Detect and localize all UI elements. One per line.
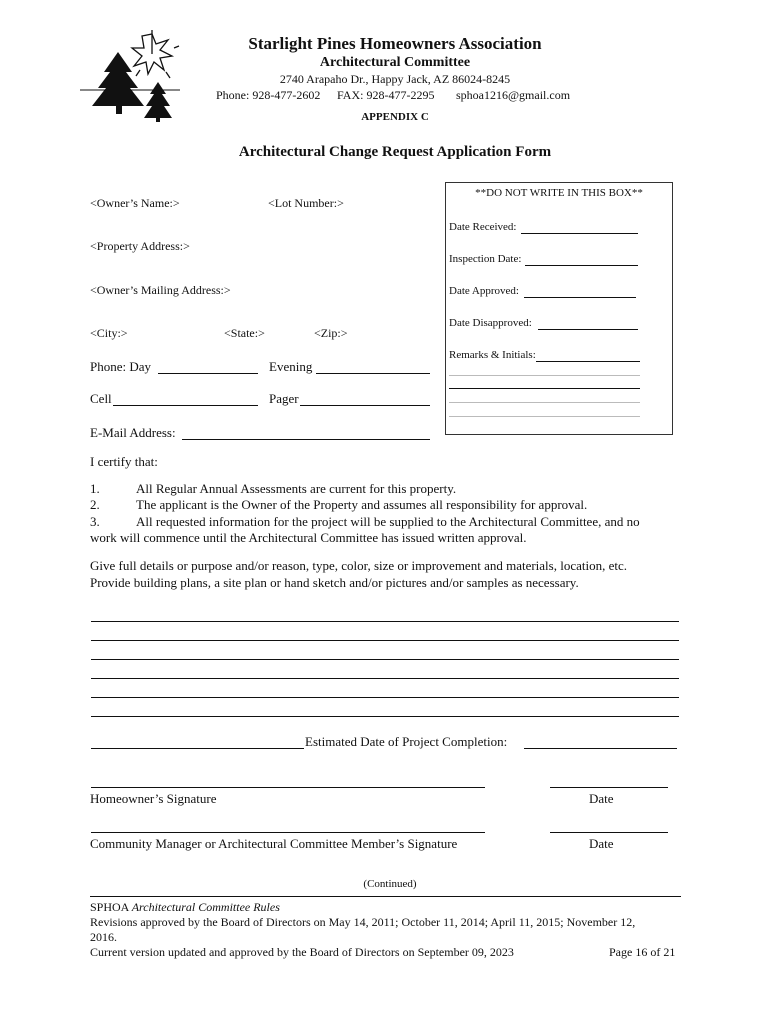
pager-label: Pager xyxy=(269,391,299,406)
completion-label: Estimated Date of Project Completion: xyxy=(305,734,508,749)
pager-input[interactable] xyxy=(300,405,430,406)
certify-item-text-1: All Regular Annual Assessments are current for this property. xyxy=(136,481,457,496)
committee-name: Architectural Committee xyxy=(319,55,471,70)
homeowner-signature-label: Homeowner’s Signature xyxy=(90,791,217,806)
continued-label: (Continued) xyxy=(363,878,417,890)
project-description-input[interactable] xyxy=(91,748,304,749)
owner-name-field[interactable]: <Owner’s Name:> xyxy=(90,196,180,210)
email-label: E-Mail Address: xyxy=(90,425,176,440)
certify-item-num-1: 1. xyxy=(90,481,100,496)
footer-revisions-cont: 2016. xyxy=(90,930,117,944)
certify-item-text-3: All requested information for the project will be supplied to the Architectural Committee, and no xyxy=(136,514,640,529)
evening-phone-input[interactable] xyxy=(316,373,430,374)
date-disapproved-label: Date Disapproved: xyxy=(449,317,532,329)
homeowner-signature-input[interactable] xyxy=(91,787,485,788)
manager-date-input[interactable] xyxy=(550,832,668,833)
cell-label: Cell xyxy=(90,391,112,406)
office-use-box xyxy=(445,182,673,435)
cell-input[interactable] xyxy=(113,405,258,406)
property-address-field[interactable]: <Property Address:> xyxy=(90,239,190,253)
evening-label: Evening xyxy=(269,359,313,374)
manager-signature-input[interactable] xyxy=(91,832,485,833)
completion-date-input[interactable] xyxy=(524,748,677,749)
mailing-address-field[interactable]: <Owner’s Mailing Address:> xyxy=(90,283,231,297)
manager-date-label: Date xyxy=(589,836,614,851)
phone-day-label: Phone: Day xyxy=(90,359,152,374)
details-line-5[interactable] xyxy=(91,697,679,698)
certify-item-text-2: The applicant is the Owner of the Property and assumes all responsibility for approval. xyxy=(136,497,588,512)
state-field[interactable]: <State:> xyxy=(224,326,265,340)
certify-item-num-3: 3. xyxy=(90,514,100,529)
lot-number-field[interactable]: <Lot Number:> xyxy=(268,196,344,210)
footer-rules-title: Architectural Committee Rules xyxy=(131,900,280,914)
remarks-input-5[interactable] xyxy=(449,416,640,417)
certify-item-num-2: 2. xyxy=(90,497,100,512)
homeowner-date-input[interactable] xyxy=(550,787,668,788)
star-icon xyxy=(132,30,179,78)
footer-current-version: Current version updated and approved by the Board of Directors on September 09, 2023 xyxy=(90,945,514,959)
date-disapproved-input[interactable] xyxy=(538,329,638,330)
remarks-input-3[interactable] xyxy=(449,388,640,389)
remarks-input-2[interactable] xyxy=(449,375,640,376)
footer-revisions: Revisions approved by the Board of Directors on May 14, 2011; October 11, 2014; April 11, 2015; November 12, xyxy=(90,915,636,929)
hoa-fax: FAX: 928-477-2295 xyxy=(337,88,435,102)
footer-divider xyxy=(90,896,681,897)
details-line-2[interactable] xyxy=(91,640,679,641)
zip-field[interactable]: <Zip:> xyxy=(314,326,348,340)
certify-item-text-3-cont: work will commence until the Architectural Committee has issued written approval. xyxy=(90,530,527,545)
certify-intro: I certify that: xyxy=(90,454,158,469)
hoa-address: 2740 Arapaho Dr., Happy Jack, AZ 86024-8245 xyxy=(279,72,511,86)
manager-signature-label: Community Manager or Architectural Committee Member’s Signature xyxy=(90,836,458,851)
inspection-date-input[interactable] xyxy=(525,265,638,266)
org-name: Starlight Pines Homeowners Association xyxy=(248,34,542,53)
date-approved-input[interactable] xyxy=(524,297,636,298)
hoa-email: sphoa1216@gmail.com xyxy=(456,88,571,102)
remarks-input-1[interactable] xyxy=(536,361,640,362)
form-title: Architectural Change Request Application Form xyxy=(238,144,552,160)
inspection-date-label: Inspection Date: xyxy=(449,253,522,265)
appendix-label: APPENDIX C xyxy=(361,111,429,123)
email-input[interactable] xyxy=(182,439,430,440)
page-number: Page 16 of 21 xyxy=(609,945,676,959)
office-box-title: **DO NOT WRITE IN THIS BOX** xyxy=(475,187,643,199)
date-received-label: Date Received: xyxy=(449,221,517,233)
homeowner-date-label: Date xyxy=(589,791,614,806)
footer-rules xyxy=(90,900,280,915)
details-line-6[interactable] xyxy=(91,716,679,717)
details-line-4[interactable] xyxy=(91,678,679,679)
phone-day-input[interactable] xyxy=(158,373,258,374)
remarks-input-4[interactable] xyxy=(449,402,640,403)
hoa-phone: Phone: 928-477-2602 xyxy=(216,88,321,102)
details-line-3[interactable] xyxy=(91,659,679,660)
hoa-logo xyxy=(80,30,180,122)
details-instruction-2: Provide building plans, a site plan or hand sketch and/or pictures and/or samples as necessary. xyxy=(90,575,579,590)
details-instruction-1: Give full details or purpose and/or reason, type, color, size or improvement and materials, location, etc. xyxy=(90,558,628,573)
date-received-input[interactable] xyxy=(521,233,638,234)
remarks-label: Remarks & Initials: xyxy=(449,349,536,361)
footer-rules-prefix: SPHOA xyxy=(90,900,132,914)
city-field[interactable]: <City:> xyxy=(90,326,128,340)
details-line-1[interactable] xyxy=(91,621,679,622)
date-approved-label: Date Approved: xyxy=(449,285,519,297)
